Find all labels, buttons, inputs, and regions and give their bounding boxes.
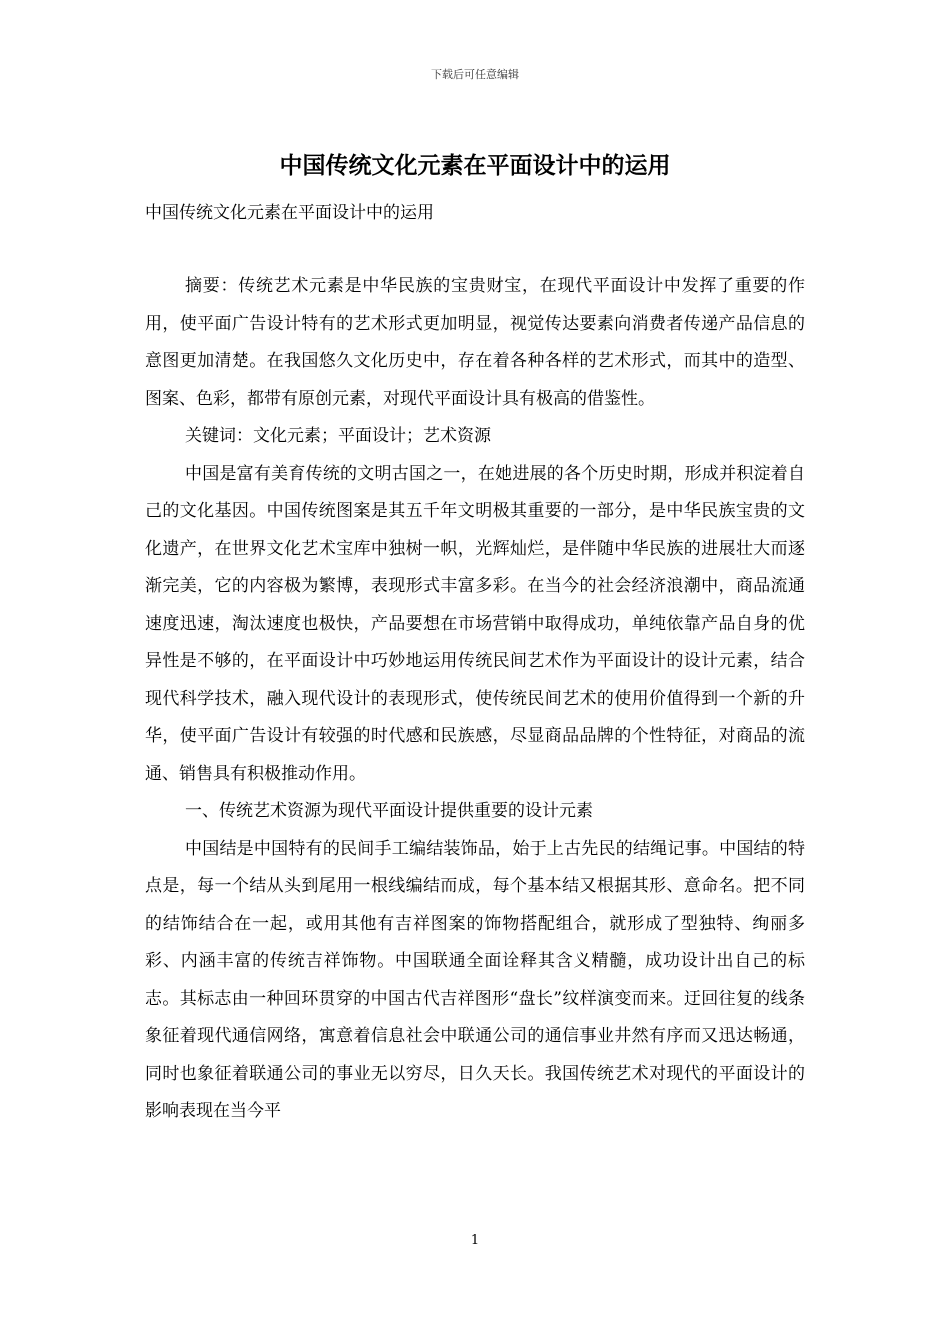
- document-subtitle: 中国传统文化元素在平面设计中的运用: [145, 203, 434, 223]
- page-header-note: 下载后可任意编辑: [431, 68, 519, 81]
- intro-paragraph: 中国是富有美育传统的文明古国之一，在她进展的各个历史时期，形成并积淀着自己的文化基因。中国传统图案是其五千年文明极其重要的一部分，是中华民族宝贵的文化遗产，在世界文化艺术宝库中独树一帜，光辉灿烂，是伴随中华民族的进展壮大而逐渐完美，它的内容极为繁博，表现形式丰富多彩。在当今的社会经济浪潮中，商品流通速度迅速，淘汰速度也极快，产品要想在市场营销中取得成功，单纯依靠产品自身的优异性是不够的，在平面设计中巧妙地运用传统民间艺术作为平面设计的设计元素，结合现代科学技术，融入现代设计的表现形式，使传统民间艺术的使用价值得到一个新的升华，使平面广告设计有较强的时代感和民族感，尽显商品品牌的个性特征，对商品的流通、销售具有积极推动作用。: [145, 463, 805, 784]
- section-heading: 一、传统艺术资源为现代平面设计提供重要的设计元素: [185, 801, 593, 821]
- document-body: [145, 268, 805, 1131]
- document-title: 中国传统文化元素在平面设计中的运用: [279, 152, 671, 179]
- keywords-paragraph: 关键词：文化元素；平面设计；艺术资源: [185, 426, 491, 446]
- page-number: 1: [470, 1233, 480, 1248]
- section-paragraph: 中国结是中国特有的民间手工编结装饰品，始于上古先民的结绳记事。中国结的特点是，每一个结从头到尾用一根线编结而成，每个基本结又根据其形、意命名。把不同的结饰结合在一起，或用其他有吉祥图案的饰物搭配组合，就形成了型独特、绚丽多彩、内涵丰富的传统吉祥饰物。中国联通全面诠释其含义精髓，成功设计出自己的标志。其标志由一种回环贯穿的中国古代吉祥图形“盘长”纹样演变而来。迂回往复的线条象征着现代通信网络，寓意着信息社会中联通公司的通信事业井然有序而又迅达畅通，同时也象征着联通公司的事业无以穷尽，日久天长。我国传统艺术对现代的平面设计的影响表现在当今平: [145, 838, 805, 1121]
- abstract-paragraph: 摘要：传统艺术元素是中华民族的宝贵财宝，在现代平面设计中发挥了重要的作用，使平面广告设计特有的艺术形式更加明显，视觉传达要素向消费者传递产品信息的意图更加清楚。在我国悠久文化历史中，存在着各种各样的艺术形式，而其中的造型、图案、色彩，都带有原创元素，对现代平面设计具有极高的借鉴性。: [145, 276, 805, 409]
